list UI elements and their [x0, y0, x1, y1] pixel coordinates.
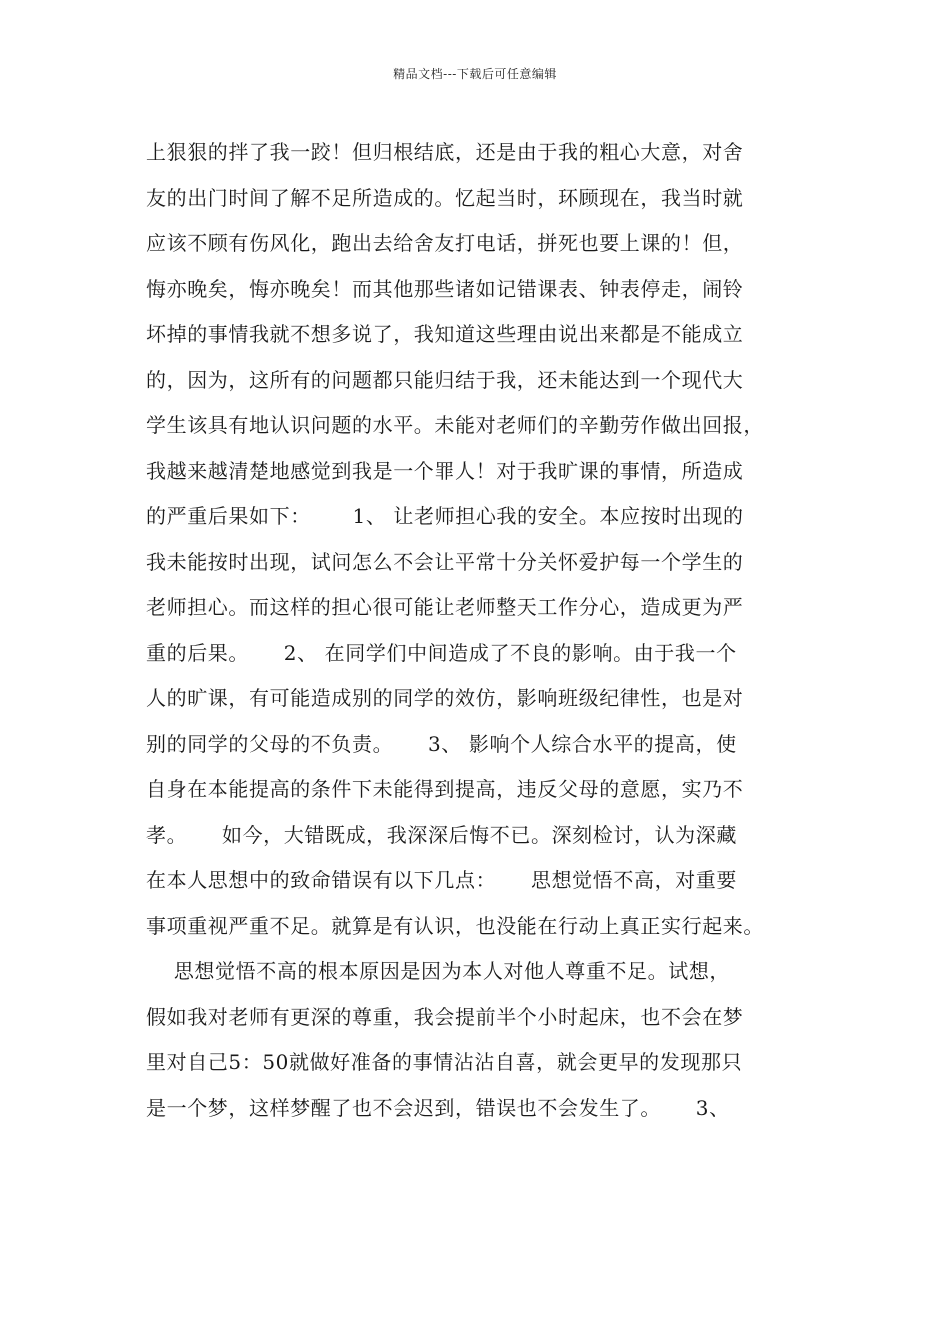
text-line: 应该不顾有伤风化，跑出去给舍友打电话，拼死也要上课的！但，: [146, 231, 744, 255]
text-line: 老师担心。而这样的担心很可能让老师整天工作分心，造成更为严: [146, 595, 744, 619]
text-line: 人的旷课，有可能造成别的同学的效仿，影响班级纪律性，也是对: [146, 686, 744, 710]
page-header: 精品文档---下载后可任意编辑: [393, 67, 557, 81]
text-line: 上狠狠的拌了我一跤！但归根结底，还是由于我的粗心大意，对舍: [146, 140, 744, 164]
text-line: 里对自己5：50就做好准备的事情沾沾自喜，就会更早的发现那只: [146, 1050, 743, 1074]
text-line: 事项重视严重不足。就算是有认识，也没能在行动上真正实行起来。: [146, 913, 764, 938]
text-line: 重的后果。 2、 在同学们中间造成了不良的影响。由于我一个: [146, 640, 737, 665]
text-line: 自身在本能提高的条件下未能得到提高，违反父母的意愿，实乃不: [146, 777, 744, 801]
text-line: 坏掉的事情我就不想多说了，我知道这些理由说出来都是不能成立: [146, 322, 744, 346]
text-line: 悔亦晚矣，悔亦晚矣！而其他那些诸如记错课表、钟表停走，闹铃: [146, 276, 744, 301]
text-line: 我越来越清楚地感觉到我是一个罪人！对于我旷课的事情，所造成: [146, 458, 744, 483]
text-line: 别的同学的父母的不负责。 3、 影响个人综合水平的提高，使: [146, 731, 737, 756]
text-line: 友的出门时间了解不足所造成的。忆起当时，环顾现在，我当时就: [146, 185, 744, 210]
text-line: 在本人思想中的致命错误有以下几点： 思想觉悟不高，对重要: [146, 868, 737, 892]
text-line: 的严重后果如下： 1、 让老师担心我的安全。本应按时出现的: [146, 504, 744, 528]
text-line: 学生该具有地认识问题的水平。未能对老师们的辛勤劳作做出回报，: [146, 413, 764, 437]
text-line: 思想觉悟不高的根本原因是因为本人对他人尊重不足。试想，: [146, 959, 731, 983]
text-line: 的，因为，这所有的问题都只能归结于我，还未能达到一个现代大: [146, 367, 744, 392]
text-line: 孝。 如今，大错既成，我深深后悔不已。深刻检讨，认为深藏: [146, 822, 737, 847]
text-line: 我未能按时出现，试问怎么不会让平常十分关怀爱护每一个学生的: [146, 549, 744, 574]
text-line: 假如我对老师有更深的尊重，我会提前半个小时起床，也不会在梦: [146, 1004, 744, 1029]
text-line: 是一个梦，这样梦醒了也不会迟到，错误也不会发生了。 3、: [146, 1095, 730, 1120]
body-text: [146, 130, 836, 1131]
